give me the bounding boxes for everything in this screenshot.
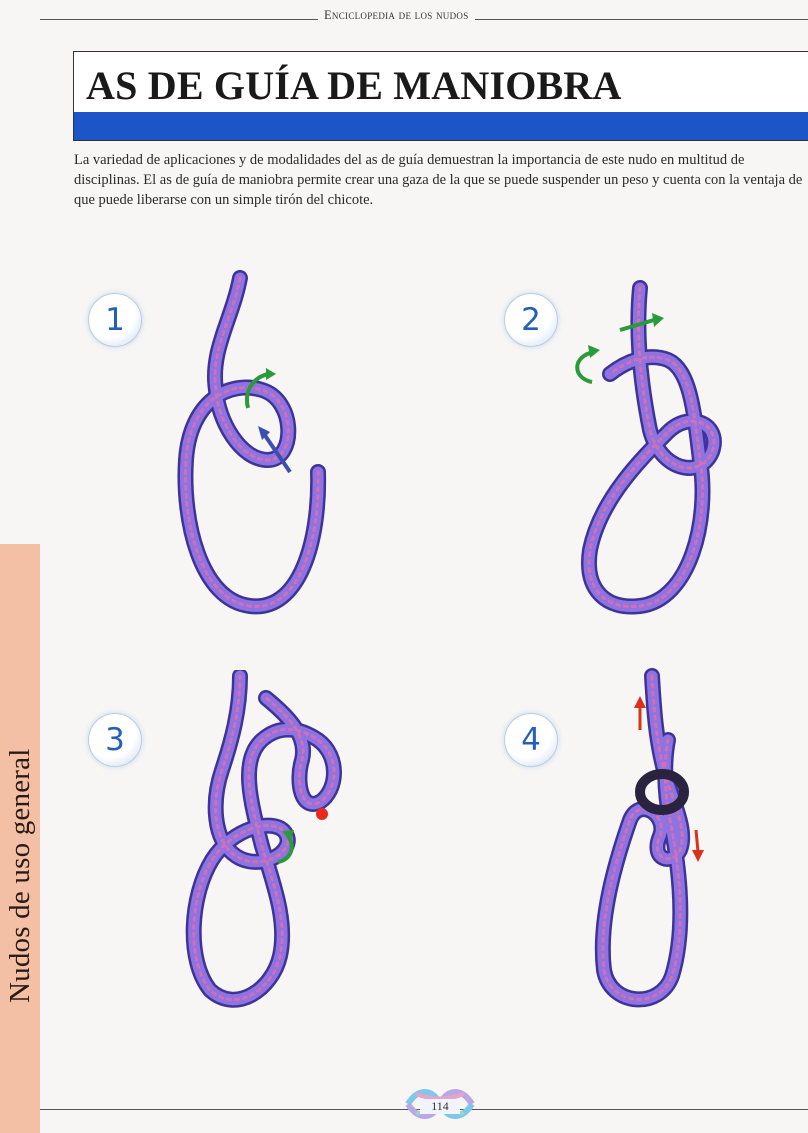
step-number-3: 3: [88, 713, 142, 767]
rope-step-4-icon: [590, 668, 720, 1018]
side-tab-label: Nudos de uso general: [4, 748, 36, 1003]
step-number-1: 1: [88, 293, 142, 347]
page-number: 114: [420, 1099, 460, 1114]
page-title: AS DE GUÍA DE MANIOBRA: [86, 63, 622, 108]
step-number-2: 2: [504, 293, 558, 347]
title-accent-bar: [74, 112, 808, 140]
running-head: Enciclopedia de los nudos: [318, 8, 475, 23]
rope-step-2-icon: [565, 280, 740, 620]
title-box: [73, 51, 808, 141]
intro-paragraph: La variedad de aplicaciones y de modalidades del as de guía demuestran la importancia de este nudo en multitud de disciplinas. El as de guía de maniobra permite crear una gaza de la que se puede suspender un peso y cuenta con la ventaja de que puede liberarse con un simple tirón del chicote.: [74, 152, 803, 208]
rope-step-3-icon: [175, 670, 350, 1010]
rope-step-1-icon: [160, 270, 350, 620]
step-number-4: 4: [504, 713, 558, 767]
